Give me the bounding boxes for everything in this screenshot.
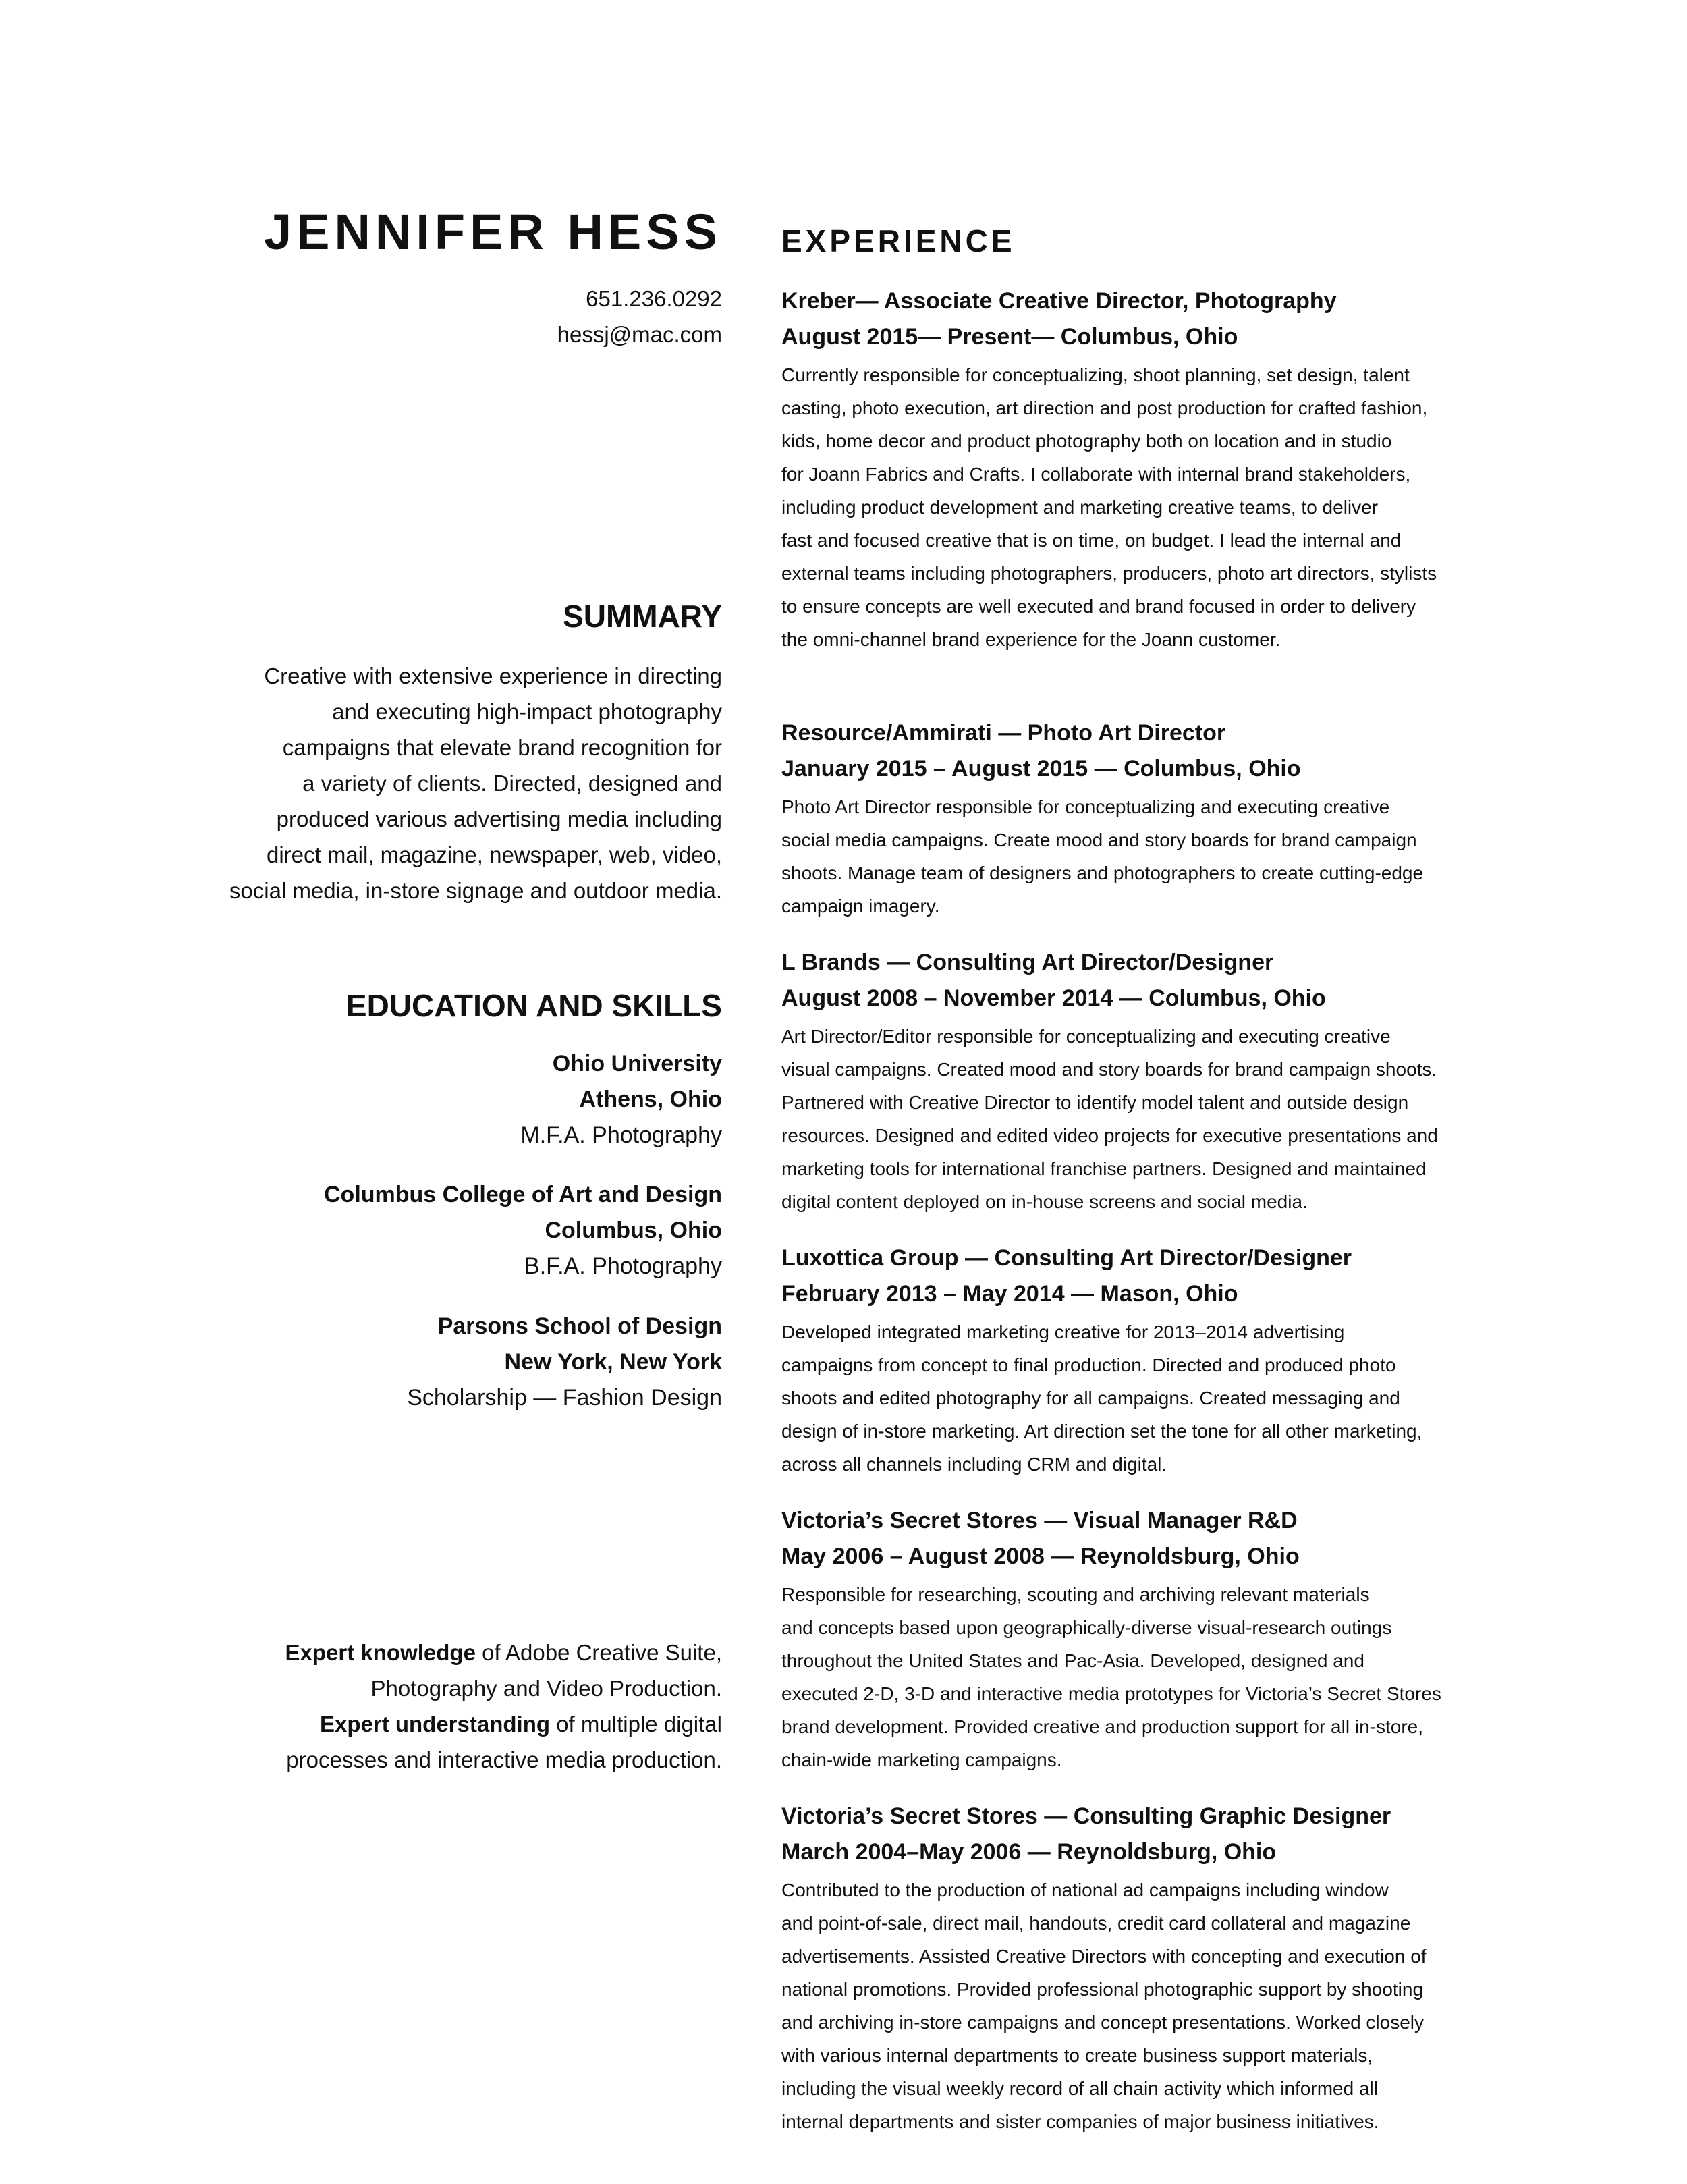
description-line: Currently responsible for conceptualizing, shoot planning, set design, talent bbox=[781, 364, 1410, 385]
description-line: and concepts based upon geographically-diverse visual-research outings bbox=[781, 1617, 1392, 1638]
job-dates: August 2015— Present— Columbus, Ohio bbox=[781, 324, 1238, 350]
description-line: Art Director/Editor responsible for conceptualizing and executing creative bbox=[781, 1026, 1391, 1047]
description-line: social media campaigns. Create mood and story boards for brand campaign bbox=[781, 829, 1417, 850]
contact-info bbox=[162, 281, 722, 352]
job-dates: August 2008 – November 2014 — Columbus, Ohio bbox=[781, 985, 1326, 1011]
summary-text bbox=[162, 658, 722, 908]
education-entry bbox=[162, 1046, 722, 1153]
description-line: shoots and edited photography for all campaigns. Created messaging and bbox=[781, 1388, 1400, 1409]
description-line: to ensure concepts are well executed and brand focused in order to delivery bbox=[781, 596, 1416, 617]
description-line: fast and focused creative that is on time, on budget. I lead the internal and bbox=[781, 530, 1402, 551]
description-line: executed 2-D, 3-D and interactive media prototypes for Victoria’s Secret Stores bbox=[781, 1683, 1441, 1704]
description-line: with various internal departments to create business support materials, bbox=[781, 2045, 1373, 2066]
job-title: Victoria’s Secret Stores — Consulting Graphic Designer bbox=[781, 1803, 1391, 1829]
skills-block bbox=[162, 1635, 722, 1778]
description-line: throughout the United States and Pac-Asia. Developed, designed and bbox=[781, 1650, 1364, 1671]
description-line: national promotions. Provided professional photographic support by shooting bbox=[781, 1979, 1424, 2000]
description-line: Responsible for researching, scouting and archiving relevant materials bbox=[781, 1584, 1370, 1605]
job-title: Victoria’s Secret Stores — Visual Manager R&D bbox=[781, 1508, 1298, 1533]
description-line: Partnered with Creative Director to identify model talent and outside design bbox=[781, 1092, 1409, 1113]
education-heading: EDUCATION AND SKILLS bbox=[345, 988, 722, 1023]
summary-line: produced various advertising media including bbox=[276, 807, 722, 831]
job-title: Luxottica Group — Consulting Art Director/Designer bbox=[781, 1245, 1352, 1271]
description-line: and archiving in-store campaigns and concept presentations. Worked closely bbox=[781, 2012, 1424, 2033]
description-line: brand development. Provided creative and production support for all in-store, bbox=[781, 1716, 1423, 1737]
education-entry bbox=[162, 1309, 722, 1416]
skill-label: Expert understanding bbox=[319, 1712, 551, 1737]
description-line: digital content deployed on in-house screens and social media. bbox=[781, 1191, 1308, 1212]
job-entry bbox=[781, 1240, 1483, 1481]
school-name: Ohio University bbox=[552, 1051, 722, 1076]
job-description bbox=[781, 1315, 1483, 1481]
degree: B.F.A. Photography bbox=[524, 1253, 722, 1279]
school-location: Columbus, Ohio bbox=[545, 1218, 722, 1243]
job-dates: January 2015 – August 2015 — Columbus, Ohio bbox=[781, 756, 1301, 782]
skill-label: Expert knowledge bbox=[285, 1640, 476, 1665]
job-dates: March 2004–May 2006 — Reynoldsburg, Ohio bbox=[781, 1839, 1277, 1865]
phone-number: 651.236.0292 bbox=[586, 286, 722, 311]
job-title: L Brands — Consulting Art Director/Designer bbox=[781, 950, 1274, 975]
description-line: kids, home decor and product photography both on location and in studio bbox=[781, 431, 1392, 452]
summary-line: campaigns that elevate brand recognition for bbox=[282, 735, 722, 760]
job-title: Kreber— Associate Creative Director, Photography bbox=[781, 288, 1337, 314]
job-description bbox=[781, 1578, 1483, 1776]
school-location: New York, New York bbox=[504, 1349, 722, 1375]
job-dates: May 2006 – August 2008 — Reynoldsburg, Ohio bbox=[781, 1544, 1300, 1569]
skill-text: of Adobe Creative Suite, bbox=[475, 1640, 722, 1665]
summary-line: direct mail, magazine, newspaper, web, video, bbox=[266, 842, 722, 867]
description-line: external teams including photographers, producers, photo art directors, stylists bbox=[781, 563, 1437, 584]
skills-line: Photography and Video Production. bbox=[370, 1676, 722, 1701]
job-description bbox=[781, 1874, 1483, 2138]
email-address: hessj@mac.com bbox=[557, 322, 722, 347]
description-line: campaigns from concept to final production. Directed and produced photo bbox=[781, 1355, 1396, 1375]
job-dates: February 2013 – May 2014 — Mason, Ohio bbox=[781, 1281, 1238, 1307]
job-description bbox=[781, 1020, 1483, 1218]
school-name: Columbus College of Art and Design bbox=[324, 1182, 722, 1207]
description-line: for Joann Fabrics and Crafts. I collaborate with internal brand stakeholders, bbox=[781, 464, 1411, 485]
summary-line: and executing high-impact photography bbox=[332, 699, 722, 724]
description-line: Developed integrated marketing creative for 2013–2014 advertising bbox=[781, 1321, 1345, 1342]
degree: M.F.A. Photography bbox=[520, 1122, 722, 1148]
skill-text: of multiple digital bbox=[550, 1712, 722, 1737]
description-line: the omni-channel brand experience for the Joann customer. bbox=[781, 629, 1281, 650]
education-entry bbox=[162, 1177, 722, 1284]
skills-line: processes and interactive media production. bbox=[286, 1747, 722, 1772]
summary-line: social media, in-store signage and outdoor media. bbox=[229, 878, 722, 903]
description-line: including the visual weekly record of all chain activity which informed all bbox=[781, 2078, 1378, 2099]
job-entry bbox=[781, 945, 1483, 1218]
summary-heading: SUMMARY bbox=[563, 599, 722, 634]
job-entry bbox=[781, 715, 1483, 923]
description-line: across all channels including CRM and digital. bbox=[781, 1454, 1167, 1475]
description-line: chain-wide marketing campaigns. bbox=[781, 1749, 1062, 1770]
description-line: campaign imagery. bbox=[781, 896, 940, 917]
job-entry bbox=[781, 1799, 1483, 2138]
job-title: Resource/Ammirati — Photo Art Director bbox=[781, 720, 1226, 746]
candidate-name: JENNIFER HESS bbox=[263, 204, 722, 260]
description-line: marketing tools for international franchise partners. Designed and maintained bbox=[781, 1158, 1427, 1179]
school-location: Athens, Ohio bbox=[579, 1087, 722, 1112]
skills-line bbox=[162, 1706, 722, 1742]
description-line: resources. Designed and edited video projects for executive presentations and bbox=[781, 1125, 1438, 1146]
degree: Scholarship — Fashion Design bbox=[407, 1385, 722, 1411]
description-line: internal departments and sister companies of major business initiatives. bbox=[781, 2111, 1379, 2132]
description-line: shoots. Manage team of designers and photographers to create cutting-edge bbox=[781, 863, 1424, 883]
job-entry bbox=[781, 283, 1483, 656]
description-line: casting, photo execution, art direction and post production for crafted fashion, bbox=[781, 398, 1428, 418]
description-line: Photo Art Director responsible for conceptualizing and executing creative bbox=[781, 796, 1390, 817]
description-line: Contributed to the production of national ad campaigns including window bbox=[781, 1880, 1389, 1901]
job-entry bbox=[781, 1503, 1483, 1776]
description-line: advertisements. Assisted Creative Directors with concepting and execution of bbox=[781, 1946, 1427, 1967]
summary-line: a variety of clients. Directed, designed and bbox=[302, 771, 722, 796]
description-line: visual campaigns. Created mood and story boards for brand campaign shoots. bbox=[781, 1059, 1437, 1080]
job-description bbox=[781, 790, 1483, 923]
summary-line: Creative with extensive experience in directing bbox=[264, 663, 722, 688]
experience-heading: EXPERIENCE bbox=[781, 223, 1016, 258]
school-name: Parsons School of Design bbox=[437, 1313, 722, 1339]
description-line: including product development and marketing creative teams, to deliver bbox=[781, 497, 1379, 518]
skills-line bbox=[162, 1635, 722, 1670]
description-line: and point-of-sale, direct mail, handouts, credit card collateral and magazine bbox=[781, 1913, 1411, 1934]
description-line: design of in-store marketing. Art direction set the tone for all other marketing, bbox=[781, 1421, 1422, 1442]
job-description bbox=[781, 358, 1483, 656]
